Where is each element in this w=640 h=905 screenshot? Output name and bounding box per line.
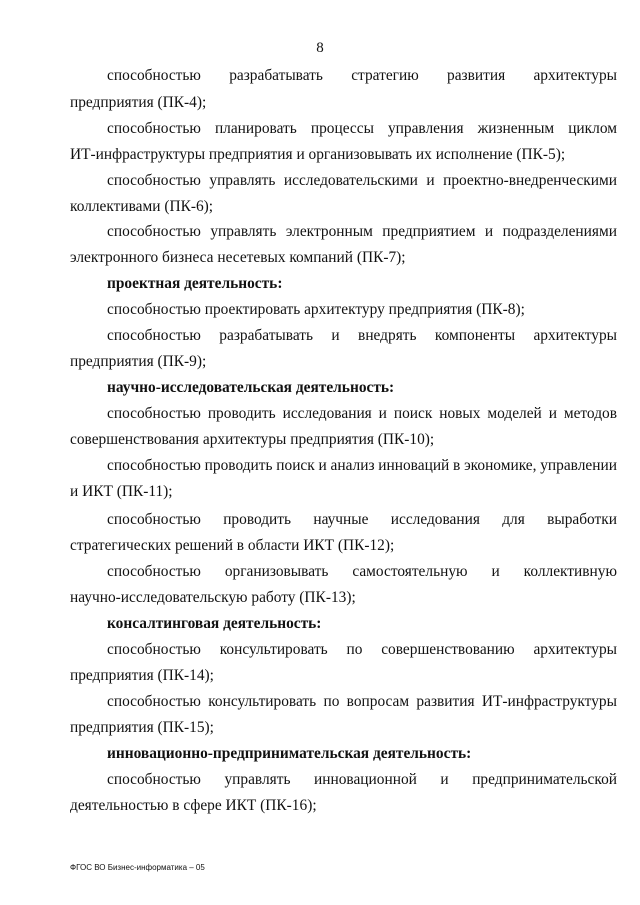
word: консультировать (208, 693, 317, 710)
word: стратегию (351, 67, 419, 84)
word: разрабатывать (219, 327, 314, 344)
word: подразделениями (502, 223, 617, 240)
word: совершенствованию (381, 641, 515, 658)
word: новых (439, 405, 481, 422)
word: и (318, 457, 327, 474)
word: архитектуры (533, 327, 617, 344)
section-heading-research: научно-исследовательская деятельность: (107, 379, 395, 396)
word: способностью (107, 693, 201, 710)
item-pk10-line2: совершенствования архитектуры предприятия (ПК-10); (70, 431, 435, 448)
word: процессы (310, 120, 374, 137)
word: способностью (107, 771, 201, 788)
word: инновационной (314, 771, 417, 788)
word: разрабатывать (229, 67, 323, 84)
word: управлять (209, 172, 276, 189)
word: моделей (487, 405, 542, 422)
word: и (440, 771, 449, 788)
item-pk10-line1 (107, 404, 617, 424)
word: исследовательскими (283, 172, 418, 189)
section-heading-consulting: консалтинговая деятельность: (107, 615, 322, 632)
item-pk6-line1 (107, 171, 617, 191)
footer-text: ФГОС ВО Бизнес-информатика – 05 (70, 863, 205, 872)
word: способностью (107, 223, 201, 240)
word: экономике, (464, 457, 537, 474)
word: исследования (282, 405, 372, 422)
item-pk11-line2: и ИКТ (ПК-11); (70, 483, 173, 500)
word: циклом (568, 120, 617, 137)
word: планировать (214, 120, 297, 137)
page-number: 8 (316, 40, 324, 56)
word: по (323, 693, 340, 710)
word: развития (447, 67, 506, 84)
word: консультировать (219, 641, 328, 658)
word: способностью (107, 457, 201, 474)
word: по (346, 641, 363, 658)
section-heading-project: проектная деятельность: (107, 275, 283, 292)
word: исследования (390, 511, 480, 528)
word: для (502, 511, 525, 528)
word: проводить (204, 457, 273, 474)
item-pk11-line1 (107, 456, 617, 476)
item-pk12-line2: стратегических решений в области ИКТ (ПК-12); (70, 537, 395, 554)
word: развития (416, 693, 475, 710)
word: и (331, 327, 340, 344)
word: ИТ-инфраструктуры (481, 693, 617, 710)
item-pk13-line1 (107, 562, 617, 582)
word: самостоятельную (352, 563, 468, 580)
item-pk5-line2: ИТ-инфраструктуры предприятия и организовывать их исполнение (ПК-5); (70, 146, 566, 163)
word: предприятием (382, 223, 476, 240)
item-pk13-line2: научно-исследовательскую работу (ПК-13); (70, 589, 356, 606)
word: способностью (107, 641, 201, 658)
word: архитектуры (533, 641, 617, 658)
word: поиск (276, 457, 315, 474)
item-pk15-line2: предприятия (ПК-15); (70, 719, 214, 736)
word: предпринимательской (472, 771, 617, 788)
word: и (426, 172, 435, 189)
word: управлять (210, 223, 277, 240)
word: проектно-внедренческими (443, 172, 617, 189)
word: способностью (107, 511, 201, 528)
word: способностью (107, 563, 201, 580)
word: и (378, 405, 387, 422)
item-pk12-line1 (107, 510, 617, 530)
word: способностью (107, 67, 201, 84)
word: способностью (107, 327, 201, 344)
word: инноваций (378, 457, 450, 474)
word: способностью (107, 120, 201, 137)
word: способностью (107, 405, 201, 422)
item-pk15-line1 (107, 692, 617, 712)
word: архитектуры (533, 67, 617, 84)
word: коллективную (523, 563, 617, 580)
item-pk16-line2: деятельностью в сфере ИКТ (ПК-16); (70, 797, 317, 814)
item-pk9-line2: предприятия (ПК-9); (70, 353, 207, 370)
word: организовывать (224, 563, 329, 580)
word: вопросам (346, 693, 410, 710)
word: поиск (393, 405, 433, 422)
item-pk7-line1 (107, 222, 617, 242)
item-pk14-line1 (107, 640, 617, 660)
item-pk7-line2: электронного бизнеса несетевых компаний (ПК-7); (70, 249, 406, 266)
word: в (453, 457, 461, 474)
word: управления (387, 120, 464, 137)
word: проводить (207, 405, 276, 422)
item-pk4-line2: предприятия (ПК-4); (70, 94, 207, 111)
item-pk16-line1 (107, 770, 617, 790)
word: управлении (540, 457, 617, 474)
word: электронным (285, 223, 373, 240)
word: и (484, 223, 494, 240)
item-pk6-line2: коллективами (ПК-6); (70, 198, 214, 215)
item-pk8: способностью проектировать архитектуру предприятия (ПК-8); (107, 301, 525, 318)
word: научные (313, 511, 369, 528)
word: компоненты (434, 327, 516, 344)
word: и (548, 405, 557, 422)
word: выработки (547, 511, 617, 528)
item-pk14-line2: предприятия (ПК-14); (70, 667, 214, 684)
word: методов (563, 405, 617, 422)
item-pk4-line1 (107, 66, 617, 86)
word: жизненным (477, 120, 555, 137)
item-pk5-line1 (107, 119, 617, 139)
word: способностью (107, 172, 201, 189)
word: анализ (330, 457, 375, 474)
section-heading-innovation: инновационно-предпринимательская деятельность: (107, 745, 472, 762)
word: управлять (224, 771, 291, 788)
word: внедрять (358, 327, 417, 344)
word: проводить (223, 511, 292, 528)
item-pk9-line1 (107, 326, 617, 346)
word: и (491, 563, 500, 580)
